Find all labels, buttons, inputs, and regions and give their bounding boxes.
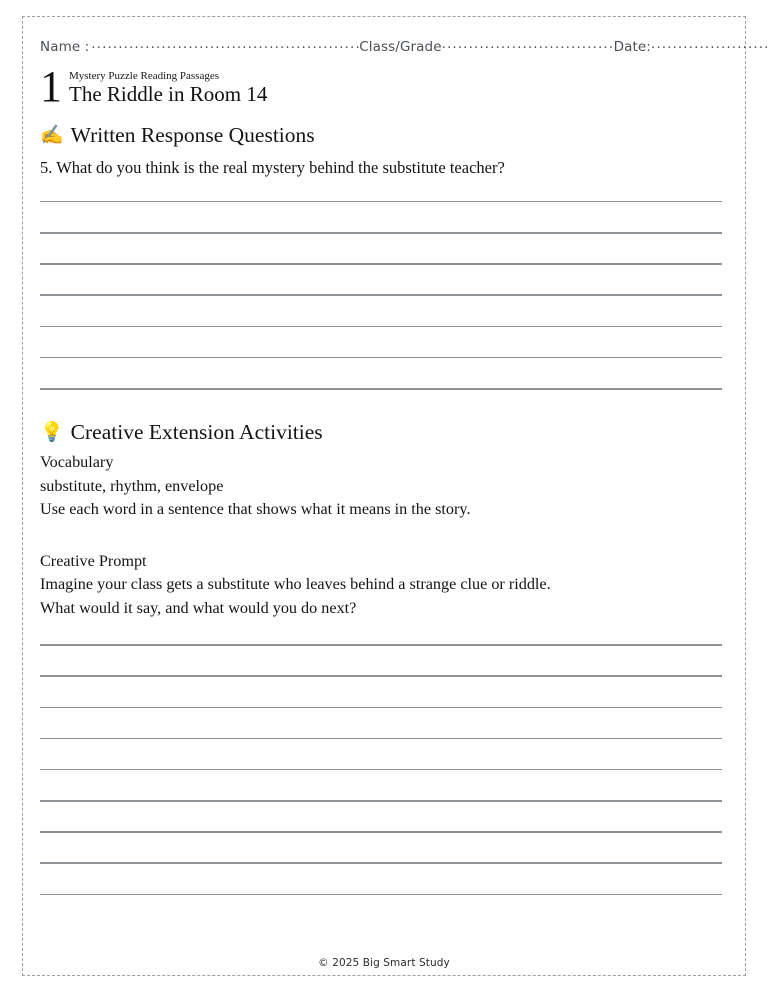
writing-hand-icon: ✍️ (40, 125, 64, 147)
answer-line[interactable] (40, 894, 722, 896)
section-title-written-response: Written Response Questions (70, 122, 315, 147)
answer-line[interactable] (40, 357, 722, 359)
name-label: Name : (40, 39, 90, 55)
answer-line[interactable] (40, 232, 722, 234)
answer-line[interactable] (40, 388, 722, 390)
answer-line[interactable] (40, 644, 722, 646)
answer-line[interactable] (40, 263, 722, 265)
vocabulary-words: substitute, rhythm, envelope (40, 476, 224, 495)
vocabulary-label: Vocabulary (40, 453, 114, 472)
series-kicker: Mystery Puzzle Reading Passages (69, 69, 219, 82)
class-grade-label: Class/Grade (359, 39, 442, 55)
answer-line[interactable] (40, 294, 722, 296)
answer-line[interactable] (40, 675, 722, 677)
lesson-number: 1 (40, 62, 62, 111)
section-heading-written-response (40, 124, 736, 148)
class-grade-fill-line[interactable] (442, 38, 614, 51)
page-title: The Riddle in Room 14 (69, 81, 268, 106)
vocabulary-block (40, 451, 736, 521)
answer-line[interactable] (40, 738, 722, 740)
answer-lines-written-response[interactable] (40, 201, 722, 390)
creative-prompt-line-2: What would it say, and what would you do next? (40, 598, 357, 617)
answer-line[interactable] (40, 831, 722, 833)
question-5-text: 5. What do you think is the real mystery behind the substitute teacher? (40, 157, 505, 177)
date-fill-line[interactable] (651, 38, 768, 51)
worksheet-title-block (40, 62, 736, 111)
student-info-row (40, 38, 736, 55)
worksheet-content (40, 16, 736, 895)
section-heading-creative-extension (40, 421, 736, 445)
answer-lines-creative-extension[interactable] (40, 644, 722, 895)
creative-prompt-label: Creative Prompt (40, 551, 147, 570)
answer-line[interactable] (40, 707, 722, 709)
title-stack (69, 70, 267, 106)
creative-prompt-block (40, 550, 736, 620)
answer-line[interactable] (40, 862, 722, 864)
answer-line[interactable] (40, 201, 722, 203)
footer-copyright: © 2025 Big Smart Study (318, 957, 450, 969)
section-title-creative-extension: Creative Extension Activities (70, 419, 323, 444)
creative-prompt-line-1: Imagine your class gets a substitute who leaves behind a strange clue or riddle. (40, 575, 551, 594)
answer-line[interactable] (40, 800, 722, 802)
answer-line[interactable] (40, 326, 722, 328)
answer-line[interactable] (40, 769, 722, 771)
name-fill-line[interactable] (91, 38, 359, 51)
vocabulary-instruction: Use each word in a sentence that shows what it means in the story. (40, 500, 471, 519)
date-label: Date: (613, 39, 651, 55)
light-bulb-icon: 💡 (40, 421, 64, 443)
